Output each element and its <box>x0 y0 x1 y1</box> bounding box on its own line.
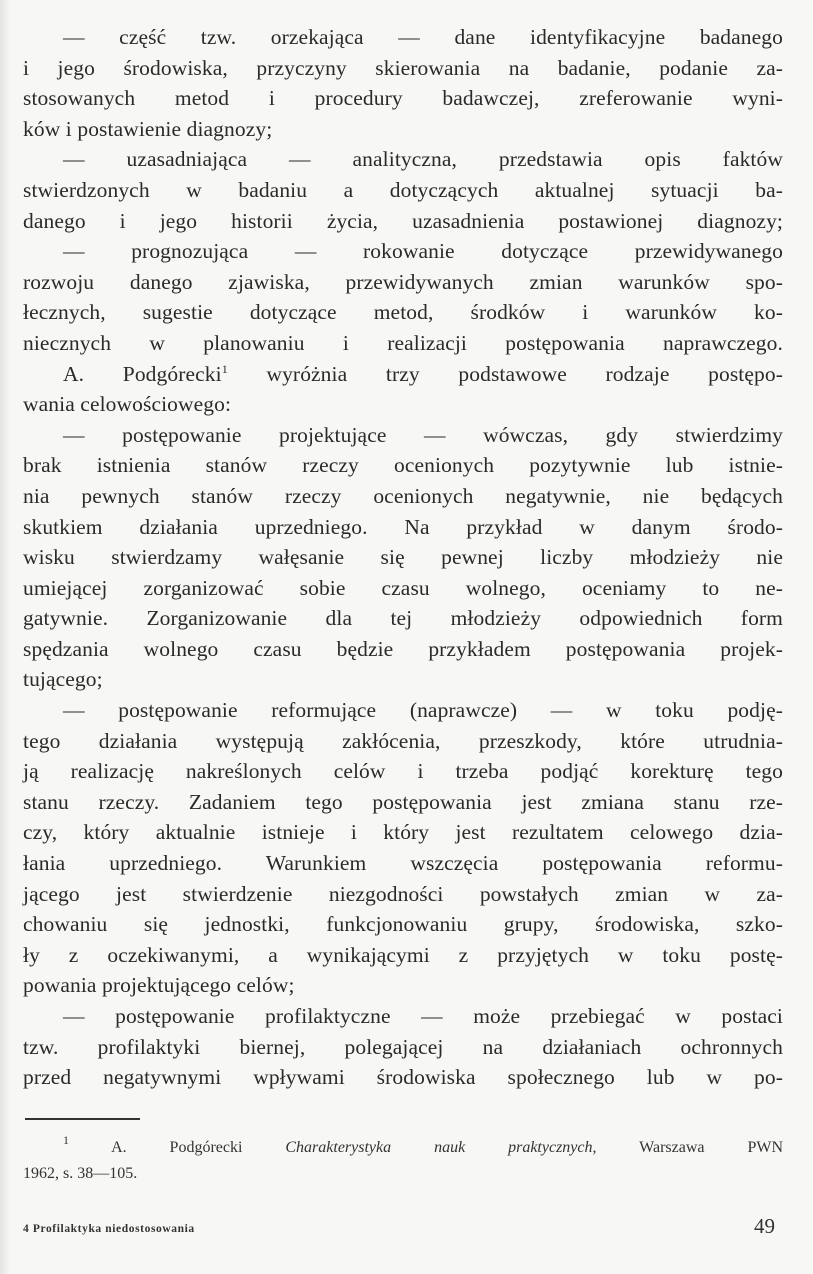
text-line: gatywnie. Zorganizowanie dla tej młodzieży odpowiednich form <box>23 606 783 631</box>
footnote-marker: 1 <box>63 1133 69 1147</box>
text-line: ków i postawienie diagnozy; <box>23 116 273 141</box>
footnote-author: A. Podgórecki <box>111 1139 243 1156</box>
text-line: — uzasadniająca — analityczna, przedstawia opis faktów <box>63 147 783 172</box>
page-edge-shadow <box>0 0 10 1274</box>
text-line: ją realizację nakreślonych celów i trzeba podjąć korekturę tego <box>23 759 783 784</box>
text-line: przed negatywnymi wpływami środowiska społecznego lub w po- <box>23 1065 783 1090</box>
text-line: skutkiem działania uprzedniego. Na przykład w danym środo- <box>23 514 783 539</box>
footnote-publisher: , Warszawa PWN <box>592 1139 783 1156</box>
text-line: wisku stwierdzamy wałęsanie się pewnej liczby młodzieży nie <box>23 545 783 570</box>
text-line: rozwoju danego zjawiska, przewidywanych zmian warunków spo- <box>23 269 783 294</box>
footnote-title: Charakterystyka nauk praktycznych <box>285 1139 593 1156</box>
text-line: — postępowanie projektujące — wówczas, gdy stwierdzimy <box>63 422 783 447</box>
footnote <box>23 1135 783 1187</box>
footnote-line-2: 1962, s. 38—105. <box>23 1165 138 1182</box>
text-line: wania celowościowego: <box>23 392 232 417</box>
text-line: danego i jego historii życia, uzasadnienia postawionej diagnozy; <box>23 208 783 233</box>
text-line: ły z oczekiwanymi, a wynikającymi z przyjętych w toku postę- <box>23 942 783 967</box>
footnote-divider <box>25 1118 140 1120</box>
text-line: — postępowanie profilaktyczne — może przebiegać w postaci <box>63 1004 783 1028</box>
text-line: nia pewnych stanów rzeczy ocenionych negatywnie, nie będących <box>23 483 783 508</box>
text-line: — postępowanie reformujące (naprawcze) — w toku podję- <box>63 698 783 723</box>
text-line: niecznych w planowaniu i realizacji postępowania naprawczego. <box>23 330 783 355</box>
text-line: umiejącej zorganizować sobie czasu wolnego, oceniamy to ne- <box>23 575 783 600</box>
text-line: tującego; <box>23 667 103 692</box>
text-line: stosowanych metod i procedury badawczej, zreferowanie wyni- <box>23 86 783 111</box>
text-line: stanu rzeczy. Zadaniem tego postępowania jest zmiana stanu rze- <box>23 789 783 814</box>
text-line: chowaniu się jednostki, funkcjonowaniu grupy, środowiska, szko- <box>23 912 783 937</box>
text-line: — prognozująca — rokowanie dotyczące przewidywanego <box>63 239 783 264</box>
printer-signature: 4 Profilaktyka niedostosowania <box>23 1223 195 1235</box>
text-line: brak istnienia stanów rzeczy ocenionych pozytywnie lub istnie- <box>23 453 783 478</box>
text-line: czy, który aktualnie istnieje i który jest rezultatem celowego dzia- <box>23 820 783 845</box>
page-number: 49 <box>754 1214 775 1238</box>
text-line: powania projektującego celów; <box>23 973 295 998</box>
text-line: jącego jest stwierdzenie niezgodności powstałych zmian w za- <box>23 881 783 906</box>
text-line: A. Podgórecki$^1$ wyróżnia trzy podstawowe rodzaje postępo- <box>63 361 783 386</box>
text-line: stwierdzonych w badaniu a dotyczących aktualnej sytuacji ba- <box>23 177 783 202</box>
footnote-line-1 <box>23 1135 783 1161</box>
text-line: tzw. profilaktyki biernej, polegającej na działaniach ochronnych <box>23 1034 783 1059</box>
text-line: łania uprzedniego. Warunkiem wszczęcia postępowania reformu- <box>23 851 783 876</box>
footnote-reference: 1 <box>221 361 228 376</box>
text-line: łecznych, sugestie dotyczące metod, środków i warunków ko- <box>23 300 783 325</box>
text-line: i jego środowiska, przyczyny skierowania na badanie, podanie za- <box>23 55 783 80</box>
text-line: spędzania wolnego czasu będzie przykładem postępowania projek- <box>23 636 783 661</box>
text-line: tego działania występują zakłócenia, przeszkody, które utrudnia- <box>23 728 783 753</box>
body-text <box>23 22 783 1093</box>
text-line: — część tzw. orzekająca — dane identyfikacyjne badanego <box>63 25 783 49</box>
